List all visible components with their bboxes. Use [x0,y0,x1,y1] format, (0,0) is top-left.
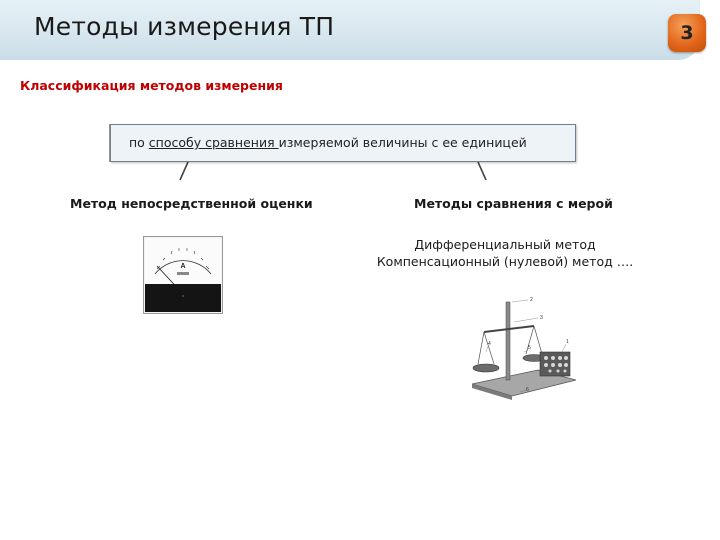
submethod-differential: Дифференциальный метод [414,237,596,252]
left-pan [473,364,499,372]
method-comparison-with-measure: Методы сравнения с мерой [414,196,613,211]
callout-5: 5 [528,345,531,351]
section-subtitle: Классификация методов измерения [20,78,283,93]
left-pan-string-2 [484,332,494,364]
slide-title: Методы измерения ТП [34,12,335,41]
criterion-suffix: измеряемой величины с ее единицей [278,135,527,150]
balance-scale-image [468,292,578,402]
callout-6: 6 [526,387,529,393]
callout-3: 3 [540,315,543,321]
ammeter-plate [177,272,189,275]
connector-left [180,162,188,180]
callout-1: 1 [566,339,569,345]
ammeter-screw [182,295,184,297]
ammeter-unit-label: A [180,263,186,270]
ammeter-image [143,236,223,314]
comparison-criterion-text [129,135,527,150]
criterion-underlined: способу сравнения [148,135,279,150]
comparison-criterion-box [110,124,576,162]
left-pan-string-1 [478,332,484,364]
right-pan-string-2 [534,326,542,354]
criterion-prefix: по [129,135,149,150]
submethod-compensation: Компенсационный (нулевой) метод …. [376,254,634,269]
callout-4: 4 [488,341,491,347]
callout-2: 2 [530,297,533,303]
ammeter-base [145,284,221,312]
comparison-submethods-list [370,236,640,270]
balance-column [506,302,510,380]
connector-right [478,162,486,180]
method-direct-evaluation: Метод непосредственной оценки [70,196,313,211]
page-number-badge: 3 [668,14,706,52]
